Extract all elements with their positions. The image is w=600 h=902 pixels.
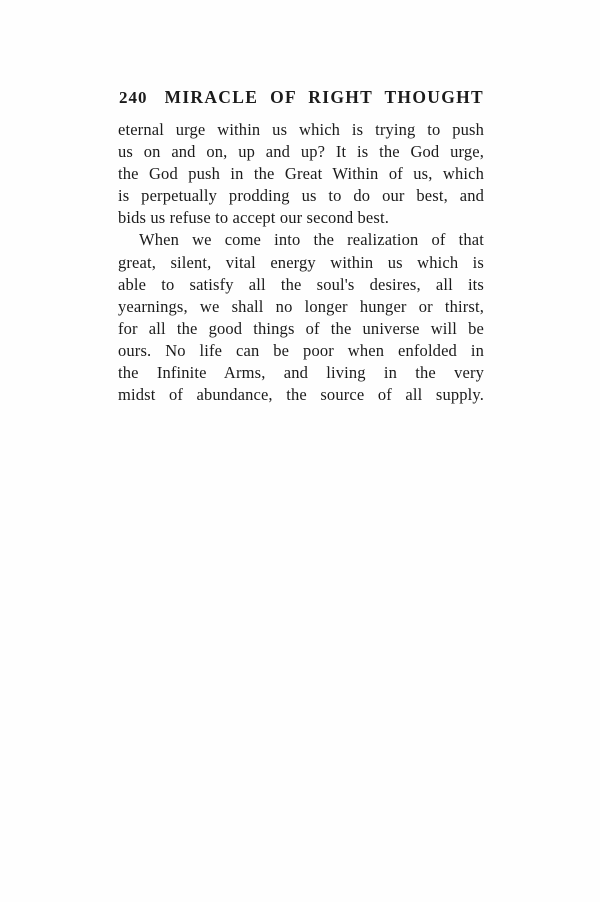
- text-line: When we come into the realization of that: [139, 230, 484, 250]
- text-line: bids us refuse to accept our second best.: [118, 208, 389, 228]
- text-line: is perpetually prodding us to do our best, and: [118, 186, 484, 206]
- text-line: able to satisfy all the soul's desires, all its: [118, 274, 484, 294]
- text-line: us on and on, up and up? It is the God urge,: [118, 142, 484, 162]
- text-line: ours. No life can be poor when enfolded in: [118, 340, 484, 360]
- paragraph: [118, 119, 484, 229]
- paragraph: [118, 229, 484, 406]
- text-line: for all the good things of the universe will be: [118, 318, 484, 338]
- text-line: eternal urge within us which is trying to push: [118, 120, 484, 139]
- text-line: the Infinite Arms, and living in the very: [118, 363, 484, 383]
- running-header: [119, 87, 484, 109]
- text-line: the God push in the Great Within of us, which: [118, 164, 484, 184]
- page-body: [118, 119, 484, 406]
- text-line: midst of abundance, the source of all supply.: [118, 385, 484, 405]
- page-number: 240: [119, 88, 148, 107]
- text-line: great, silent, vital energy within us which is: [118, 252, 484, 272]
- running-title: MIRACLE OF RIGHT THOUGHT: [164, 87, 484, 107]
- text-line: yearnings, we shall no longer hunger or thirst,: [118, 296, 484, 316]
